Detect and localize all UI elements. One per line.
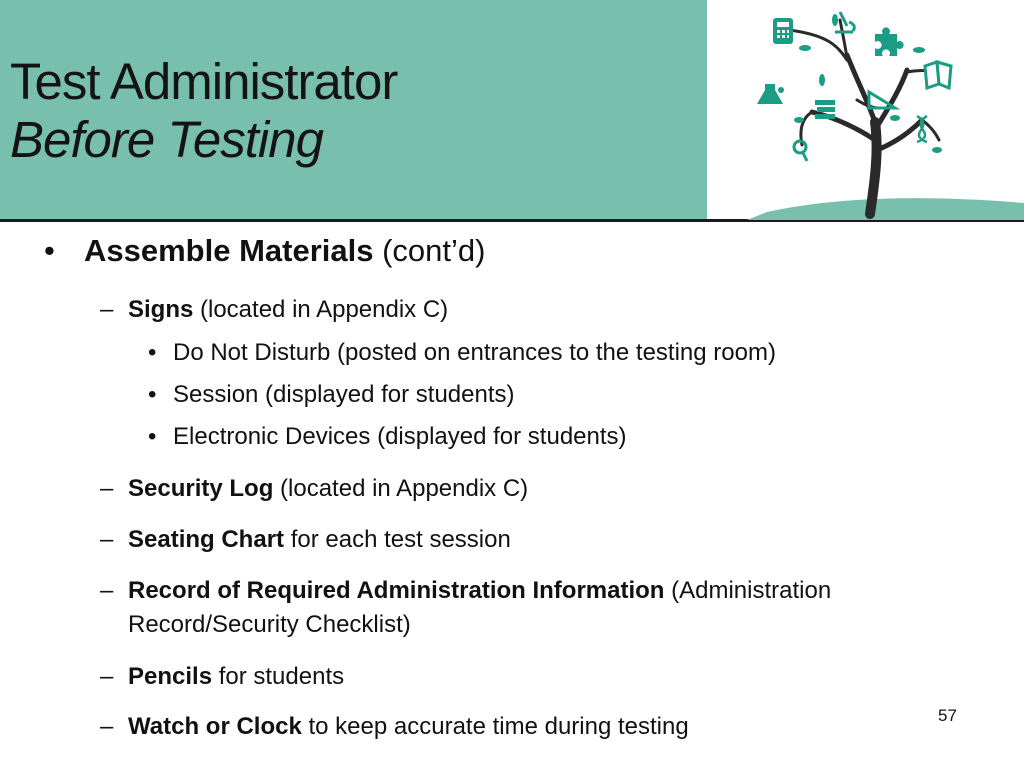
books-icon (815, 100, 835, 119)
slide-subtitle: Before Testing (10, 111, 323, 168)
item-text (128, 574, 831, 608)
regular-text: (cont’d) (373, 233, 486, 268)
dash-marker: – (100, 663, 114, 690)
bullet-marker: • (148, 381, 157, 408)
bold-text: Pencils (128, 663, 213, 690)
sub-item-text: Electronic Devices (displayed for students) (173, 423, 627, 450)
bold-text: Watch or Clock (128, 713, 302, 740)
dash-marker: – (100, 296, 114, 323)
puzzle-icon (875, 27, 904, 56)
bold-text: Signs (128, 296, 194, 323)
regular-text: for each test session (284, 526, 511, 553)
slide-title: Test Administrator (10, 53, 398, 110)
bullet-text (84, 231, 485, 271)
bullet-marker: • (148, 423, 157, 450)
regular-text: (Administration (664, 577, 832, 604)
bold-text: Assemble Materials (84, 233, 374, 268)
regular-text: (located in Appendix C) (193, 296, 449, 323)
page-number: 57 (938, 706, 957, 725)
dash-marker: – (100, 475, 114, 502)
book-icon (925, 62, 951, 88)
dash-marker: – (100, 526, 114, 553)
bold-text: Record of Required Administration Information (128, 577, 665, 604)
ground (747, 198, 1024, 220)
dna-icon (917, 116, 927, 142)
sub-item-text: Session (displayed for students) (173, 381, 515, 408)
item-text (128, 293, 448, 327)
microscope-icon (835, 12, 854, 32)
calculator-icon (773, 18, 793, 44)
sub-item-text: Do Not Disturb (posted on entrances to the testing room) (173, 339, 776, 366)
regular-text: (located in Appendix C) (273, 475, 529, 502)
education-tree-logo (707, 0, 1024, 220)
item-text (128, 660, 344, 694)
dash-marker: – (100, 577, 114, 604)
item-text (128, 472, 528, 506)
regular-text: for students (212, 663, 345, 690)
bold-text: Security Log (128, 475, 274, 502)
item-text (128, 523, 511, 557)
regular-text: to keep accurate time during testing (301, 713, 689, 740)
item-text (128, 710, 689, 744)
bullet-marker: • (148, 339, 157, 366)
flask-icon (757, 84, 784, 104)
item-text-continued: Record/Security Checklist) (128, 611, 411, 638)
bullet-marker: • (44, 233, 55, 268)
dash-marker: – (100, 713, 114, 740)
bold-text: Seating Chart (128, 526, 285, 553)
